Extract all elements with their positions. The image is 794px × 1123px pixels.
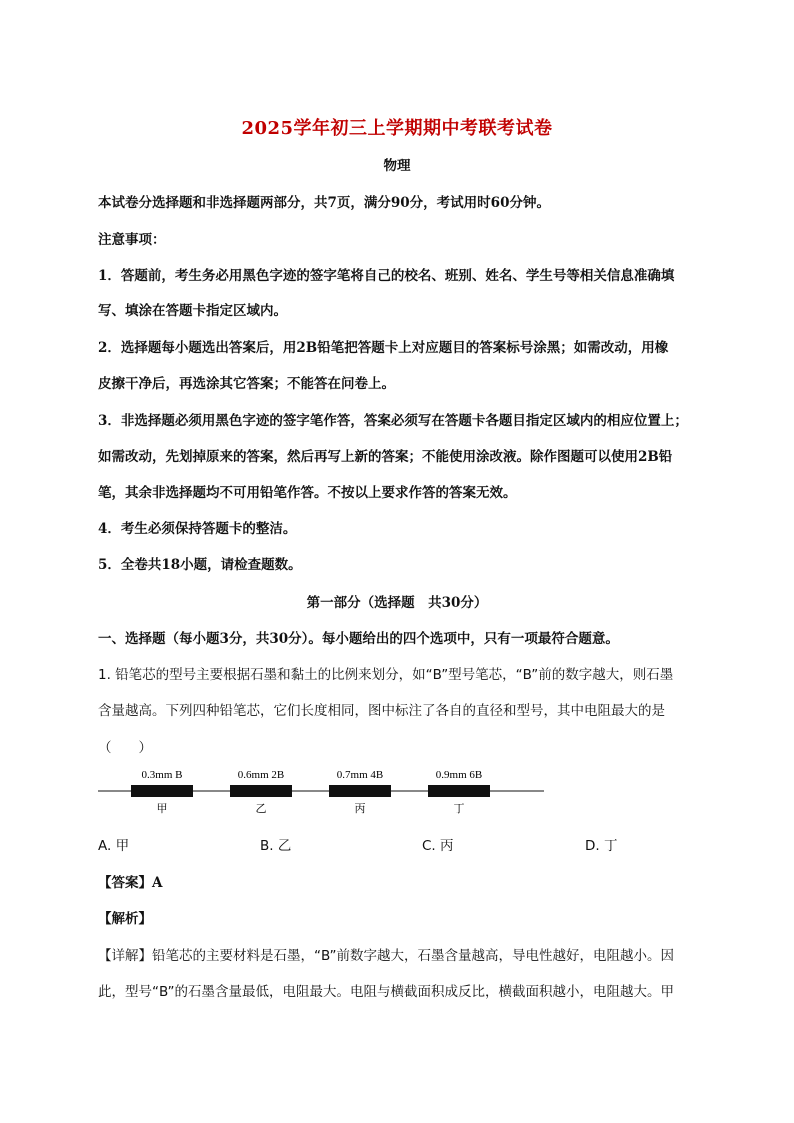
subject-heading: 物理 xyxy=(383,158,411,174)
label-bottom-yi: 乙 xyxy=(255,802,267,815)
answer-line: 【答案】A xyxy=(98,875,163,891)
option-d[interactable]: D. 丁 xyxy=(585,838,618,854)
pencil-lead-figure xyxy=(98,762,548,824)
option-b[interactable]: B. 乙 xyxy=(260,838,292,854)
label-bottom-bing: 丙 xyxy=(354,802,366,815)
detail-line: 此，型号“B”的石墨含量最低，电阻最大。电阻与横截面积成反比，横截面积越小，电阻越大。甲 xyxy=(98,984,675,1000)
part-one-title: 第一部分（选择题 共30分） xyxy=(306,595,488,611)
label-top-jia: 0.3mm B xyxy=(141,769,183,781)
label-bottom-ding: 丁 xyxy=(453,802,465,815)
notice-line: 写、填涂在答题卡指定区域内。 xyxy=(98,303,287,319)
label-bottom-jia: 甲 xyxy=(156,802,168,815)
notice-heading: 注意事项： xyxy=(98,232,166,248)
notice-line: 5．全卷共18小题，请检查题数。 xyxy=(98,557,302,573)
pencil-lead-ding xyxy=(428,785,490,797)
intro-text: 本试卷分选择题和非选择题两部分，共7页，满分90分，考试用时60分钟。 xyxy=(98,195,550,211)
question-1-line: 含量越高。下列四种铅笔芯，它们长度相同，图中标注了各自的直径和型号，其中电阻最大的是 xyxy=(98,703,665,719)
label-top-bing: 0.7mm 4B xyxy=(336,769,384,781)
detail-line: 【详解】铅笔芯的主要材料是石墨，“B”前数字越大，石墨含量越高，导电性越好，电阻越小。因 xyxy=(98,948,675,964)
label-top-yi: 0.6mm 2B xyxy=(237,769,285,781)
notice-line: 3．非选择题必须用黑色字迹的签字笔作答，答案必须写在答题卡各题目指定区域内的相应位置上； xyxy=(98,413,688,429)
notice-line: 2．选择题每小题选出答案后，用2B铅笔把答题卡上对应题目的答案标号涂黑；如需改动，用橡 xyxy=(98,340,669,356)
exam-title: 2025学年初三上学期期中考联考试卷 xyxy=(241,118,553,139)
notice-line: 4．考生必须保持答题卡的整洁。 xyxy=(98,521,297,537)
option-c[interactable]: C. 丙 xyxy=(422,838,454,854)
option-a[interactable]: A. 甲 xyxy=(98,838,130,854)
label-top-ding: 0.9mm 6B xyxy=(435,769,483,781)
notice-line: 1．答题前，考生务必用黑色字迹的签字笔将自己的校名、班别、姓名、学生号等相关信息准确填 xyxy=(98,268,675,284)
notice-line: 如需改动，先划掉原来的答案，然后再写上新的答案；不能使用涂改液。除作图题可以使用2B铅 xyxy=(98,449,673,465)
question-1-blank: （ ） xyxy=(98,740,152,756)
notice-line: 皮擦干净后，再选涂其它答案；不能答在问卷上。 xyxy=(98,376,395,392)
mc-heading: 一、选择题（每小题3分，共30分）。每小题给出的四个选项中，只有一项最符合题意。 xyxy=(98,631,619,647)
pencil-lead-bing xyxy=(329,785,391,797)
question-1-line: 1. 铅笔芯的型号主要根据石墨和黏土的比例来划分，如“B”型号笔芯，“B”前的数字越大，则石墨 xyxy=(98,667,674,683)
notice-line: 笔，其余非选择题均不可用铅笔作答。不按以上要求作答的答案无效。 xyxy=(98,485,517,501)
analysis-heading: 【解析】 xyxy=(98,911,152,927)
pencil-lead-yi xyxy=(230,785,292,797)
pencil-lead-jia xyxy=(131,785,193,797)
